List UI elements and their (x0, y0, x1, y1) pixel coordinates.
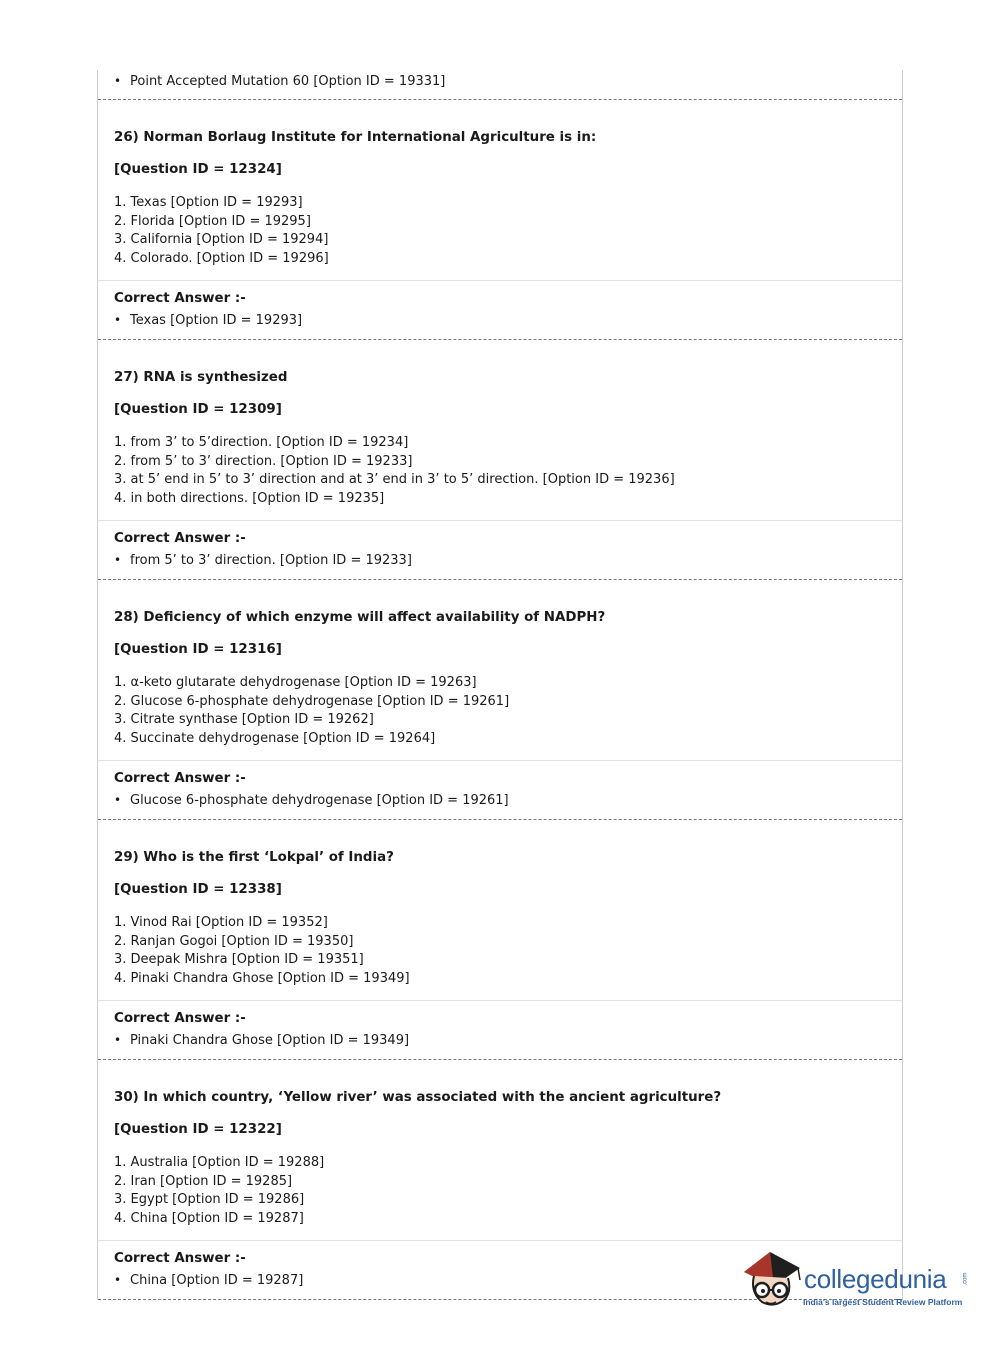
option-item: 2. Glucose 6-phosphate dehydrogenase [Option ID = 19261] (114, 693, 510, 709)
question-id: [Question ID = 12316] (114, 642, 282, 657)
option-item: 1. α-keto glutarate dehydrogenase [Option ID = 19263] (114, 675, 477, 690)
correct-answer-text: • from 5’ to 3’ direction. [Option ID = 19233] (114, 551, 886, 570)
correct-answer-section (98, 1001, 902, 1059)
logo-name: collegedunia (804, 1264, 947, 1294)
option-item: 3. Deepak Mishra [Option ID = 19351] (114, 952, 364, 967)
option-item: 1. from 3’ to 5’direction. [Option ID = 19234] (114, 435, 409, 450)
option-item: 4. Succinate dehydrogenase [Option ID = 19264] (114, 730, 436, 746)
option-item: 4. Pinaki Chandra Ghose [Option ID = 19349] (114, 970, 410, 986)
question-title: 26) Norman Borlaug Institute for International Agriculture is in: (114, 130, 597, 145)
option-item: 2. Iran [Option ID = 19285] (114, 1173, 293, 1189)
question-id: [Question ID = 12309] (114, 402, 282, 417)
option-item: 2. Florida [Option ID = 19295] (114, 213, 311, 229)
question-block (98, 580, 902, 819)
option-item: 4. Colorado. [Option ID = 19296] (114, 250, 329, 266)
question-id: [Question ID = 12324] (114, 162, 282, 177)
correct-answer-text: • Glucose 6-phosphate dehydrogenase [Option ID = 19261] (114, 791, 886, 810)
option-item: 4. in both directions. [Option ID = 19235] (114, 490, 385, 506)
option-item: 3. Egypt [Option ID = 19286] (114, 1192, 305, 1207)
correct-answer-text: • Pinaki Chandra Ghose [Option ID = 19349] (114, 1031, 886, 1050)
option-item: 2. Ranjan Gogoi [Option ID = 19350] (114, 933, 354, 949)
option-item: 3. California [Option ID = 19294] (114, 232, 329, 247)
option-list (114, 1154, 886, 1228)
option-list (114, 434, 886, 508)
question-block (98, 820, 902, 1059)
correct-answer-text: • China [Option ID = 19287] (114, 1271, 886, 1290)
correct-answer-heading: Correct Answer :- (114, 531, 246, 546)
question-block (98, 340, 902, 579)
option-list (114, 194, 886, 268)
correct-answer-heading: Correct Answer :- (114, 291, 246, 306)
question-title: 27) RNA is synthesized (114, 370, 288, 385)
option-item: 1. Vinod Rai [Option ID = 19352] (114, 915, 328, 930)
option-item: 3. Citrate synthase [Option ID = 19262] (114, 712, 374, 727)
question-id: [Question ID = 12322] (114, 1122, 282, 1137)
question-title: 28) Deficiency of which enzyme will affect availability of NADPH? (114, 610, 606, 625)
question-title: 30) In which country, ‘Yellow river’ was associated with the ancient agriculture? (114, 1090, 722, 1105)
correct-answer-heading: Correct Answer :- (114, 1251, 246, 1266)
question-id: [Question ID = 12338] (114, 882, 282, 897)
option-list (114, 914, 886, 988)
correct-answer-section (98, 281, 902, 339)
option-item: 4. China [Option ID = 19287] (114, 1210, 304, 1226)
question-block (98, 100, 902, 339)
logo-domain: .com (962, 1272, 969, 1286)
previous-answer-text: • Point Accepted Mutation 60 [Option ID = 19331] (114, 72, 886, 91)
option-list (114, 674, 886, 748)
option-item: 1. Texas [Option ID = 19293] (114, 195, 303, 210)
previous-answer (98, 70, 902, 99)
correct-answer-section (98, 761, 902, 819)
correct-answer-heading: Correct Answer :- (114, 771, 246, 786)
option-item: 3. at 5’ end in 5’ to 3’ direction and at 3’ end in 3’ to 5’ direction. [Option ID = 19236] (114, 472, 675, 487)
correct-answer-section (98, 521, 902, 579)
collegedunia-logo (740, 1246, 980, 1316)
option-item: 1. Australia [Option ID = 19288] (114, 1155, 325, 1170)
correct-answer-heading: Correct Answer :- (114, 1011, 246, 1026)
question-paper-page (97, 70, 903, 1300)
question-title: 29) Who is the first ‘Lokpal’ of India? (114, 850, 394, 865)
student-mascot-icon (740, 1246, 804, 1316)
correct-answer-text: • Texas [Option ID = 19293] (114, 311, 886, 330)
logo-tagline: India's largest Student Review Platform (803, 1297, 963, 1307)
option-item: 2. from 5’ to 3’ direction. [Option ID = 19233] (114, 453, 413, 469)
